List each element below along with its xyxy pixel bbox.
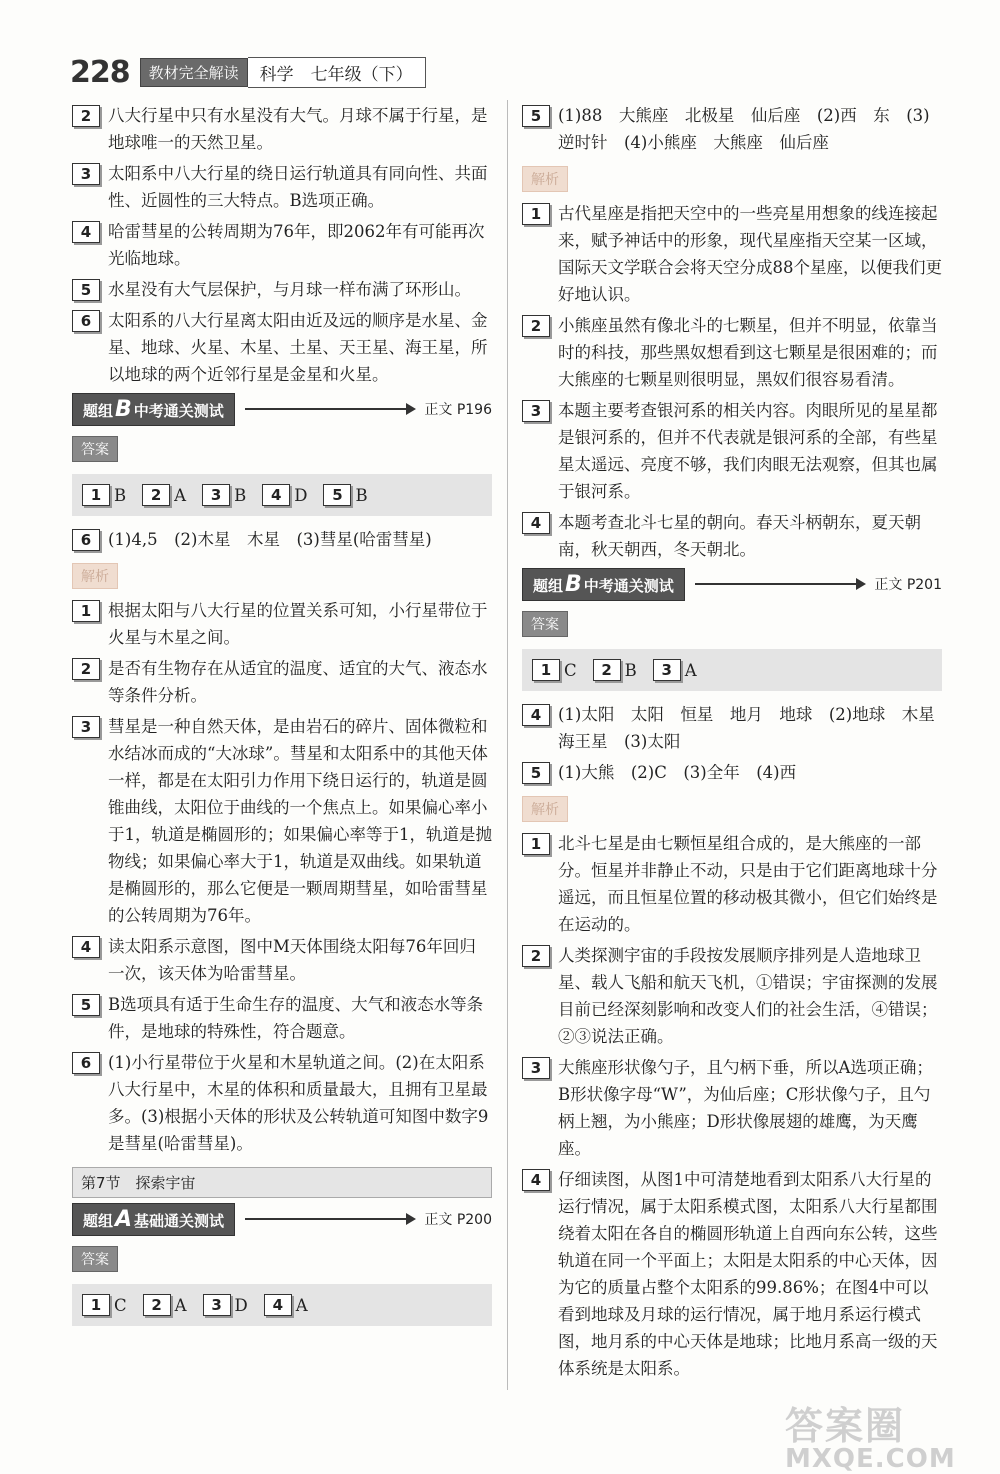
answer-item	[522, 200, 942, 308]
fill-answer	[72, 526, 492, 553]
item-number: 1	[522, 833, 550, 855]
answer-item	[72, 713, 492, 929]
item-number: 3	[653, 659, 681, 681]
arrow-icon	[695, 583, 865, 585]
answer-item	[522, 102, 942, 156]
analysis-tag: 解析	[522, 166, 568, 192]
item-number: 3	[203, 1294, 231, 1316]
group-a-bar-left	[72, 1206, 492, 1232]
left-column	[72, 100, 492, 1336]
answer-item	[522, 701, 952, 755]
choice-letter: A	[174, 1295, 187, 1315]
answer-item	[72, 526, 492, 553]
choice-answers	[72, 1284, 492, 1326]
group-b-bar-right	[522, 571, 942, 597]
choice-answer	[532, 659, 577, 681]
answer-item	[72, 655, 492, 709]
item-text: (1)小行星带位于火星和木星轨道之间。(2)在太阳系八大行星中，木星的体积和质量最大，且拥有卫星最多。(3)根据小天体的形状及公转轨道可知图中数字9是彗星(哈雷彗星)。	[108, 1053, 489, 1153]
choice-answer	[202, 484, 246, 506]
left-items-a	[72, 102, 492, 388]
choice-letter: B	[114, 485, 127, 505]
choice-answer	[82, 1294, 127, 1316]
choice-answer	[203, 1294, 248, 1316]
item-text: 本题主要考查银河系的相关内容。肉眼所见的星星都是银河系的，但并不代表就是银河系的全部，有些星星太遥远、亮度不够，我们肉眼无法观察，但其也属于银河系。	[558, 401, 938, 501]
choice-letter: D	[294, 485, 308, 505]
item-number: 5	[323, 484, 351, 506]
choice-letter: A	[684, 660, 697, 680]
item-number: 2	[522, 945, 550, 967]
item-text: 根据太阳与八大行星的位置关系可知，小行星带位于火星与木星之间。	[108, 601, 488, 647]
fill-answer	[522, 701, 952, 755]
item-text: 八大行星中只有水星没有大气。月球不属于行星，是地球唯一的天然卫星。	[108, 106, 488, 152]
item-text: 哈雷彗星的公转周期为76年，即2062年有可能再次光临地球。	[108, 222, 485, 268]
answer-tag: 答案	[72, 436, 118, 462]
answer-item	[72, 102, 492, 156]
choice-answer	[262, 484, 307, 506]
answer-tag: 答案	[522, 611, 568, 637]
right-column	[522, 100, 952, 1386]
page-reference: 正文 P196	[424, 402, 492, 418]
item-text: (1)4,5 (2)木星 木星 (3)彗星(哈雷彗星)	[108, 530, 432, 549]
item-text: 太阳系中八大行星的绕日运行轨道具有同向性、共面性、近圆性的三大特点。B选项正确。	[108, 164, 488, 210]
item-text: B选项具有适于生命生存的温度、大气和液态水等条件，是地球的特殊性，符合题意。	[108, 995, 484, 1041]
group-b-title: 题组B 中考通关测试	[72, 393, 235, 426]
answer-item	[522, 830, 942, 938]
answer-item	[522, 509, 942, 563]
item-number: 1	[82, 484, 110, 506]
item-text: 水星没有大气层保护，与月球一样布满了环形山。	[108, 280, 471, 299]
item-number: 2	[142, 484, 170, 506]
choice-letter: C	[114, 1295, 127, 1315]
choice-answers	[522, 649, 942, 691]
item-text: 北斗七星是由七颗恒星组合成的，是大熊座的一部分。恒星并非静止不动，只是由于它们距离地球十分遥远，而且恒星位置的移动极其微小，但它们始终是在运动的。	[558, 834, 938, 934]
item-number: 3	[72, 163, 100, 185]
answer-item	[522, 1054, 942, 1162]
analysis-tag: 解析	[522, 796, 568, 822]
item-text: 彗星是一种自然天体，是由岩石的碎片、固体微粒和水结冰而成的“大冰球”。彗星和太阳系中的其他天体一样，都是在太阳引力作用下绕日运行的，轨道是圆锥曲线，太阳位于曲线的一个焦点上。如果偏心率小于1，轨道是椭圆形的；如果偏心率等于1，轨道是抛物线；如果偏心率大于1，轨道是双曲线。如果轨道是椭圆形的，那么它便是一颗周期彗星，如哈雷彗星的公转周期为76年。	[108, 717, 492, 925]
item-text: 古代星座是指把天空中的一些亮星用想象的线连接起来，赋予神话中的形象，现代星座指天空某一区域，国际天文学联合会将天空分成88个星座，以便我们更好地认识。	[558, 204, 942, 304]
item-text: 大熊座形状像勺子，且勺柄下垂，所以A选项正确；B形状像字母“W”，为仙后座；C形状像勺子，且勺柄上翘，为小熊座；D形状像展翅的雄鹰，为天鹰座。	[558, 1058, 933, 1158]
item-number: 3	[522, 1057, 550, 1079]
item-number: 2	[593, 659, 621, 681]
item-number: 2	[72, 658, 100, 680]
group-b-title: 题组B 中考通关测试	[522, 568, 685, 601]
item-number: 6	[72, 1052, 100, 1074]
arrow-icon	[245, 1218, 414, 1220]
item-number: 6	[72, 529, 100, 551]
item-text: (1)88 大熊座 北极星 仙后座 (2)西 东 (3)逆时针 (4)小熊座 大熊座 仙后座	[558, 106, 930, 152]
item-number: 5	[522, 762, 550, 784]
answer-item	[522, 312, 942, 393]
choice-letter: B	[234, 485, 247, 505]
item-number: 4	[262, 484, 290, 506]
item-text: 小熊座虽然有像北斗的七颗星，但并不明显，依靠当时的科技，那些黑奴想看到这七颗星是很困难的；而大熊座的七颗星则很明显，黑奴们很容易看清。	[558, 316, 938, 389]
group-a-title: 题组A 基础通关测试	[72, 1203, 235, 1236]
group-b-bar-left	[72, 396, 492, 422]
answer-item	[522, 759, 942, 786]
page-reference: 正文 P200	[424, 1212, 492, 1228]
book-title: 教材完全解读	[140, 58, 248, 87]
choice-letter: D	[234, 1295, 248, 1315]
choice-answer	[593, 659, 637, 681]
item-number: 4	[264, 1294, 292, 1316]
fill-answer	[522, 102, 942, 156]
answer-item	[72, 218, 492, 272]
item-number: 5	[72, 279, 100, 301]
item-text: 是否有生物存在从适宜的温度、适宜的大气、液态水等条件分析。	[108, 659, 488, 705]
analysis-tag: 解析	[72, 563, 118, 589]
choice-answer	[653, 659, 697, 681]
answer-item	[72, 991, 492, 1045]
page-reference: 正文 P201	[874, 577, 942, 593]
choice-letter: B	[624, 660, 637, 680]
choice-letter: A	[295, 1295, 308, 1315]
answer-item	[522, 397, 942, 505]
item-number: 5	[522, 105, 550, 127]
item-number: 5	[72, 994, 100, 1016]
answer-item	[72, 307, 492, 388]
left-items-b	[72, 597, 492, 1157]
item-text: (1)大熊 (2)C (3)全年 (4)西	[558, 763, 797, 782]
item-number: 4	[522, 512, 550, 534]
section-title: 第7节 探索宇宙	[72, 1167, 492, 1198]
answer-item	[72, 1049, 492, 1157]
choice-answer	[142, 484, 186, 506]
item-text: 仔细读图，从图1中可清楚地看到太阳系八大行星的运行情况，属于太阳系模式图，太阳系八大行星都围绕着太阳在各自的椭圆形轨道上自西向东公转，这些轨道在同一个平面上；太阳是太阳系的中心天体，因为它的质量占整个太阳系的99.86%；在图4中可以看到地球及月球的运行情况，属于地月系运行模式图，地月系的中心天体是地球；比地月系高一级的天体系统是太阳系。	[558, 1170, 938, 1378]
choice-letter: C	[564, 660, 577, 680]
choice-letter: B	[355, 485, 368, 505]
item-number: 4	[72, 221, 100, 243]
subject-title: 科学 七年级（下）	[248, 57, 426, 88]
item-number: 3	[522, 400, 550, 422]
arrow-icon	[245, 408, 415, 410]
choice-answer	[143, 1294, 187, 1316]
choice-letter: A	[174, 485, 187, 505]
answer-item	[72, 160, 492, 214]
fill-answer	[522, 759, 942, 786]
choice-answers	[72, 474, 492, 516]
answer-item	[72, 276, 492, 303]
choice-answer	[323, 484, 367, 506]
page-number: 228	[70, 54, 130, 90]
item-number: 2	[522, 315, 550, 337]
column-divider	[507, 100, 508, 1390]
page-header	[70, 52, 426, 92]
item-number: 1	[72, 600, 100, 622]
item-text: 本题考查北斗七星的朝向。春天斗柄朝东，夏天朝南，秋天朝西，冬天朝北。	[558, 513, 921, 559]
item-text: 太阳系的八大行星离太阳由近及远的顺序是水星、金星、地球、火星、木星、土星、天王星、海王星，所以地球的两个近邻行星是金星和火星。	[108, 311, 488, 384]
item-number: 3	[202, 484, 230, 506]
answer-item	[522, 942, 942, 1050]
item-number: 1	[532, 659, 560, 681]
item-number: 2	[143, 1294, 171, 1316]
right-items-a	[522, 200, 942, 563]
item-number: 4	[72, 936, 100, 958]
watermark-logo: 答案圈 MXQE.COM	[785, 1404, 956, 1474]
item-number: 2	[72, 105, 100, 127]
item-number: 6	[72, 310, 100, 332]
choice-answer	[264, 1294, 308, 1316]
item-number: 1	[82, 1294, 110, 1316]
item-number: 1	[522, 203, 550, 225]
item-text: 读太阳系示意图，图中M天体围绕太阳每76年回归一次，该天体为哈雷彗星。	[108, 937, 476, 983]
item-number: 4	[522, 1169, 550, 1191]
item-number: 4	[522, 704, 550, 726]
answer-item	[522, 1166, 942, 1382]
answer-tag: 答案	[72, 1246, 118, 1272]
item-text: 人类探测宇宙的手段按发展顺序排列是人造地球卫星、载人飞船和航天飞机，①错误；宇宙探测的发展目前已经深刻影响和改变人们的社会生活，④错误；②③说法正确。	[558, 946, 938, 1046]
item-text: (1)太阳 太阳 恒星 地月 地球 (2)地球 木星 海王星 (3)太阳	[558, 705, 952, 751]
answer-item	[72, 933, 492, 987]
item-number: 3	[72, 716, 100, 738]
right-items-b	[522, 830, 942, 1382]
answer-item	[72, 597, 492, 651]
choice-answer	[82, 484, 126, 506]
